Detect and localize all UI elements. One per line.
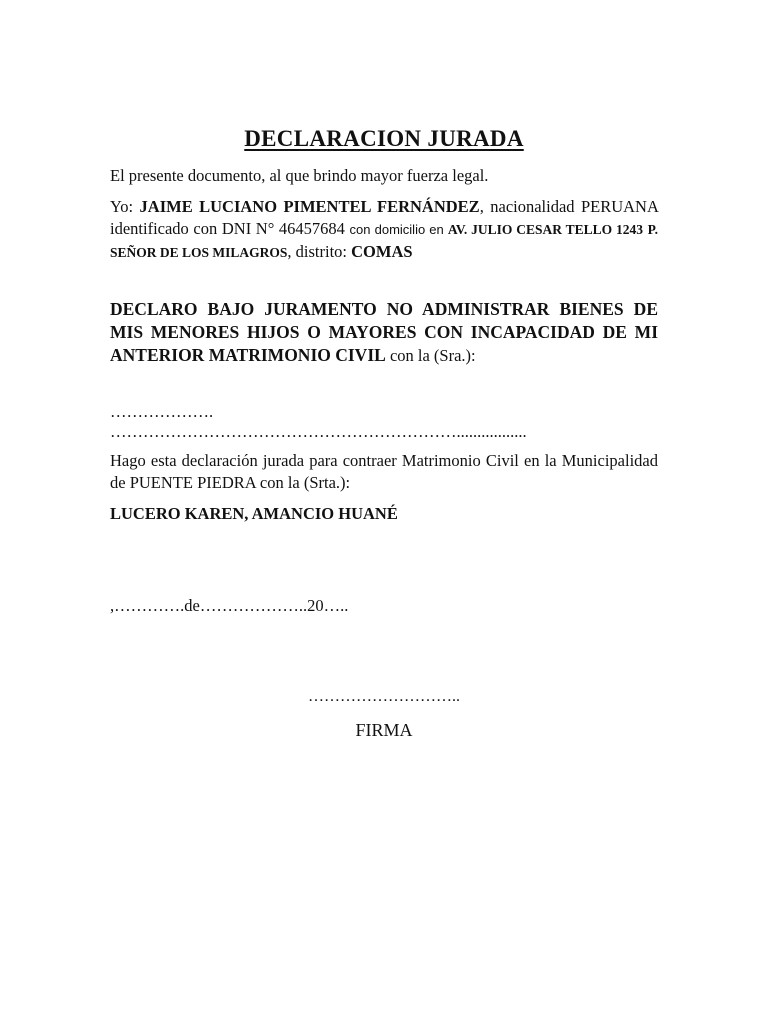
blank-line-long: ……………………………………………………….................	[110, 422, 527, 441]
signature-line: ………………………..	[308, 688, 460, 705]
date-line: ,………….de………………..20…..	[110, 596, 349, 615]
intro-paragraph: El presente documento, al que brindo mayor fuerza legal.	[110, 166, 489, 185]
signature-label: FIRMA	[355, 720, 413, 740]
declaration-paragraph	[110, 298, 658, 367]
purpose-paragraph: Hago esta declaración jurada para contraer Matrimonio Civil en la Municipalidad de PUENTE PIEDRA con la (Srta.):	[110, 451, 658, 492]
declarant-prefix: Yo:	[110, 197, 140, 216]
address-line-1: AV. JULIO CESAR TELLO 1243	[447, 222, 644, 237]
declarant-paragraph	[110, 196, 658, 264]
district-value: COMAS	[351, 242, 413, 261]
id-text: identificado con DNI N° 46457684	[110, 219, 350, 238]
partner-name: LUCERO KAREN, AMANCIO HUANÉ	[110, 504, 398, 523]
nationality-text: , nacionalidad PERUANA	[479, 197, 658, 216]
domicile-label: con domicilio en	[349, 222, 448, 237]
district-label: , distrito:	[287, 242, 352, 261]
declaration-tail: con la (Sra.):	[385, 346, 476, 365]
declaration-statement: DECLARO BAJO JURAMENTO NO ADMINISTRAR BIENES DE MIS MENORES HIJOS O MAYORES CON INCAPACIDAD DE MI ANTERIOR MATRIMONIO CIVIL	[110, 299, 658, 365]
document-title: DECLARACION JURADA	[244, 126, 524, 151]
address-line-2: P. SEÑOR DE LOS MILAGROS	[110, 222, 659, 260]
blank-line-short: ……………….	[110, 402, 214, 421]
declarant-name: JAIME LUCIANO PIMENTEL FERNÁNDEZ	[139, 197, 480, 216]
